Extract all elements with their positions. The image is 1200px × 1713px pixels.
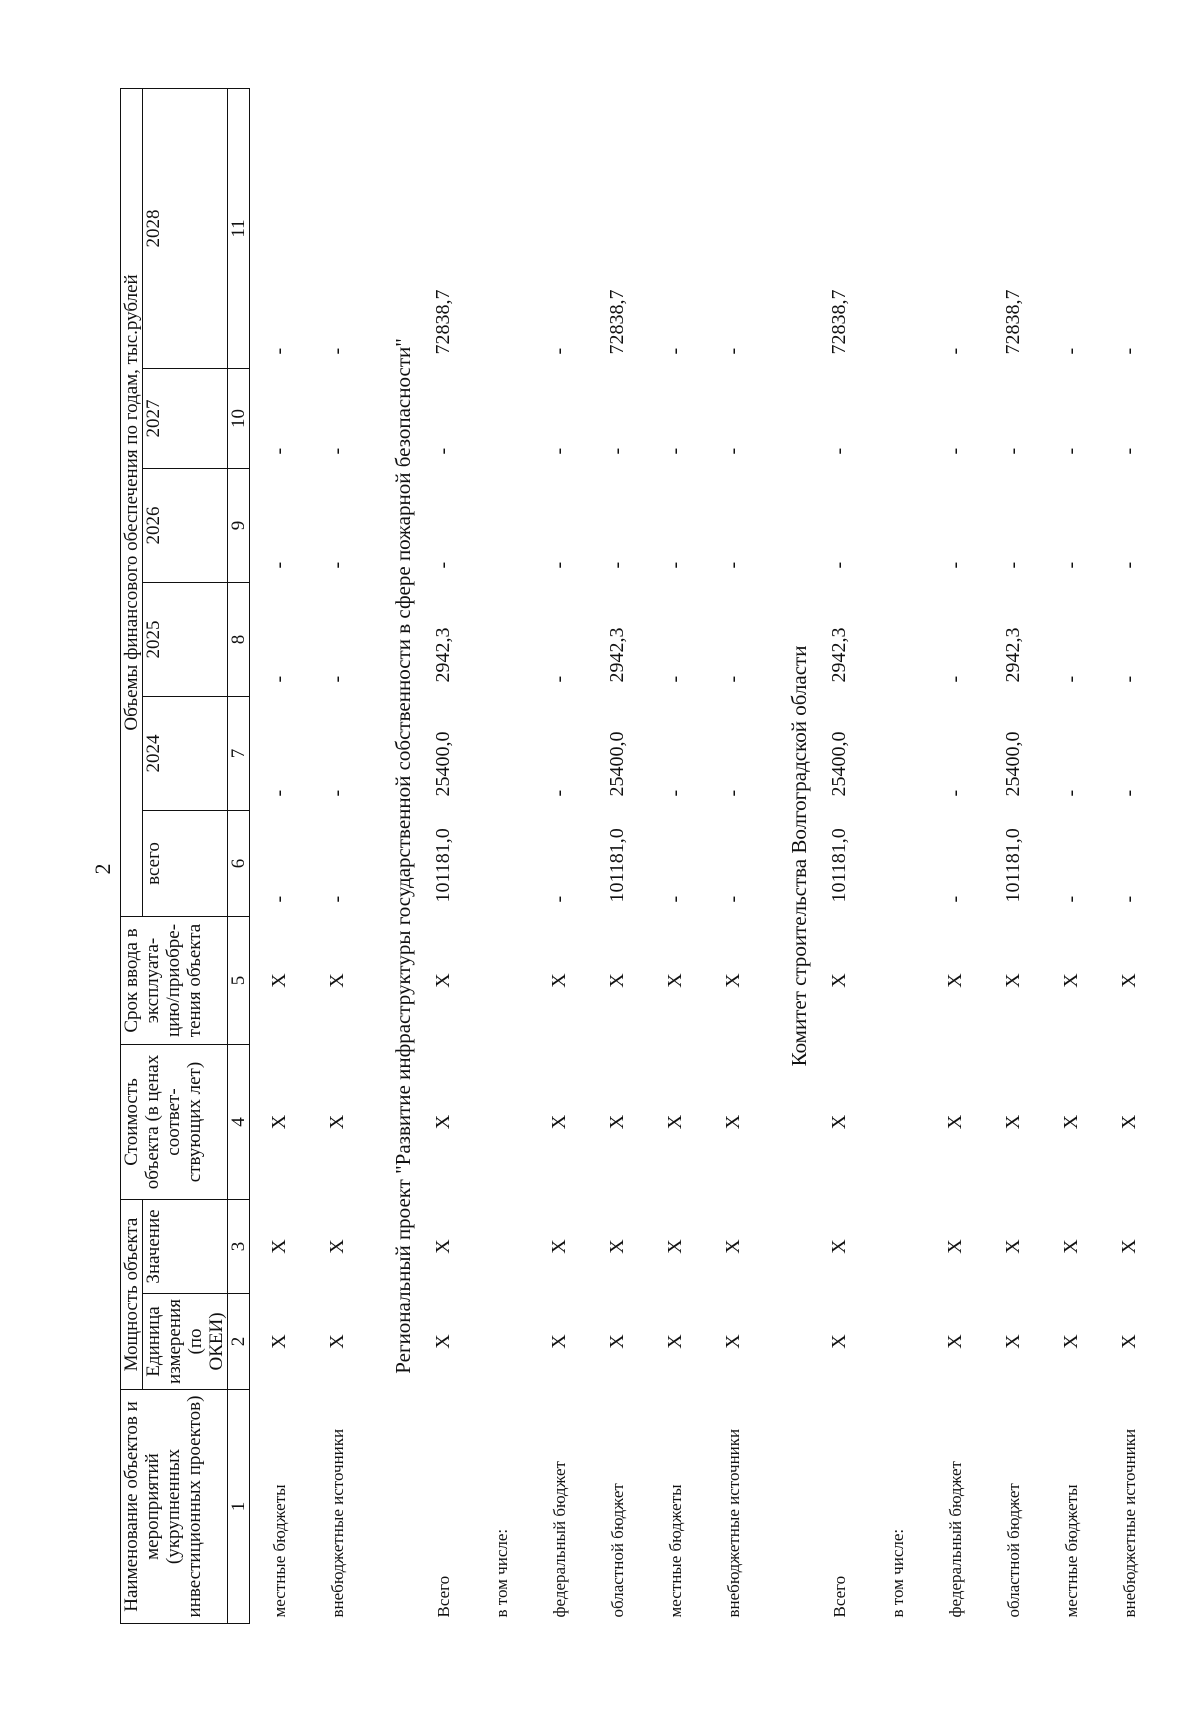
rotated-page-content [120, 89, 1140, 1624]
row-label: Всего [433, 1575, 453, 1618]
funding-cell: - [1059, 561, 1082, 569]
attribute-cell: X [663, 1239, 686, 1254]
table-row [588, 88, 646, 1623]
attribute-cell: X [721, 973, 744, 988]
section-title: Комитет строительства Волгоградской области [787, 645, 811, 1067]
funding-cell: - [721, 561, 744, 569]
funding-cell: - [1117, 347, 1140, 355]
funding-cell: - [721, 447, 744, 455]
funding-cell: - [943, 561, 966, 569]
funding-cell: - [721, 347, 744, 355]
header-term: Срок ввода в эксплуата-цию/приобре-тения объекта [121, 917, 228, 1045]
funding-cell: - [943, 895, 966, 903]
page-number: 2 [90, 863, 115, 875]
attribute-cell: X [721, 1114, 744, 1130]
table-row [646, 88, 704, 1623]
attribute-cell [472, 1045, 530, 1200]
funding-cell: - [547, 347, 570, 355]
funding-cell: - [325, 447, 348, 455]
funding-cell [472, 583, 530, 697]
header-unit: Единица измерения (по ОКЕИ) [143, 1294, 228, 1390]
attribute-cell: X [663, 973, 686, 988]
table-row [472, 88, 530, 1623]
funding-cell: 25400,0 [1001, 731, 1024, 797]
table-header [121, 88, 250, 1623]
column-number: 5 [228, 917, 250, 1045]
attribute-cell: X [431, 1239, 454, 1254]
header-cost: Стоимость объекта (в ценах соответ-ствующих лет) [121, 1045, 228, 1200]
attribute-cell [868, 917, 926, 1045]
attribute-cell: X [431, 1114, 454, 1130]
funding-cell: - [267, 789, 290, 797]
row-label: местные бюджеты [1061, 1484, 1081, 1618]
funding-cell: - [1117, 447, 1140, 455]
funding-cell: - [547, 447, 570, 455]
attribute-cell: X [721, 1334, 744, 1349]
attribute-cell: X [605, 1239, 628, 1254]
attribute-cell [472, 917, 530, 1045]
attribute-cell: X [547, 1334, 570, 1349]
attribute-cell: X [325, 1239, 348, 1254]
table-body [250, 88, 1159, 1623]
header-year-2025: 2025 [143, 583, 228, 697]
funding-cell: - [605, 447, 628, 455]
funding-cell: 2942,3 [827, 627, 850, 683]
attribute-cell: X [1117, 973, 1140, 988]
row-label: областной бюджет [1003, 1483, 1023, 1618]
funding-cell: - [325, 789, 348, 797]
column-number: 10 [228, 369, 250, 469]
column-numbers-row [228, 88, 250, 1623]
attribute-cell: X [267, 1114, 290, 1130]
attribute-cell: X [1059, 1334, 1082, 1349]
attribute-cell: X [605, 973, 628, 988]
funding-cell: - [605, 561, 628, 569]
attribute-cell: X [1001, 1239, 1024, 1254]
table-row [704, 88, 762, 1623]
attribute-cell: X [267, 973, 290, 988]
header-year-2027: 2027 [143, 369, 228, 469]
funding-cell: - [721, 675, 744, 683]
attribute-cell: X [943, 973, 966, 988]
table-row [926, 88, 984, 1623]
column-number: 3 [228, 1200, 250, 1294]
header-power-group: Мощность объекта [121, 1200, 143, 1390]
row-label: местные бюджеты [269, 1484, 289, 1618]
attribute-cell: X [1117, 1334, 1140, 1349]
funding-cell: - [1001, 561, 1024, 569]
attribute-cell: X [1059, 1239, 1082, 1254]
column-number: 6 [228, 811, 250, 917]
attribute-cell: X [1001, 1334, 1024, 1349]
funding-cell: - [1059, 447, 1082, 455]
attribute-cell: X [827, 1239, 850, 1254]
attribute-cell: X [827, 1334, 850, 1349]
attribute-cell: X [547, 973, 570, 988]
attribute-cell [472, 1294, 530, 1390]
attribute-cell: X [1059, 973, 1082, 988]
funding-cell: - [267, 895, 290, 903]
attribute-cell: X [1001, 1114, 1024, 1130]
header-year-2028: 2028 [143, 88, 228, 368]
attribute-cell: X [1059, 1114, 1082, 1130]
funding-cell: - [547, 789, 570, 797]
attribute-cell: X [431, 1334, 454, 1349]
header-value: Значение [143, 1200, 228, 1294]
funding-cell: 2942,3 [431, 627, 454, 683]
funding-cell: - [943, 447, 966, 455]
funding-cell: - [663, 895, 686, 903]
funding-cell [868, 583, 926, 697]
attribute-cell: X [267, 1239, 290, 1254]
funding-cell: - [827, 561, 850, 569]
row-label: внебюджетные источники [327, 1428, 347, 1618]
funding-cell: - [1001, 447, 1024, 455]
funding-cell: 72838,7 [605, 289, 628, 355]
column-number: 8 [228, 583, 250, 697]
funding-cell: - [943, 347, 966, 355]
attribute-cell: X [943, 1334, 966, 1349]
attribute-cell [868, 1045, 926, 1200]
funding-cell: 72838,7 [827, 289, 850, 355]
attribute-cell [472, 1200, 530, 1294]
table-row [868, 88, 926, 1623]
attribute-cell: X [431, 973, 454, 988]
table-row [414, 88, 472, 1623]
row-label: Всего [829, 1575, 849, 1618]
table-row [1042, 88, 1100, 1623]
column-number: 7 [228, 697, 250, 811]
attribute-cell: X [721, 1239, 744, 1254]
attribute-cell: X [663, 1334, 686, 1349]
funding-cell [868, 697, 926, 811]
table-row [810, 88, 868, 1623]
table-row [1100, 88, 1158, 1623]
table-row [984, 88, 1042, 1623]
funding-cell [472, 88, 530, 368]
header-year-2024: 2024 [143, 697, 228, 811]
attribute-cell: X [943, 1114, 966, 1130]
funding-cell: - [943, 789, 966, 797]
attribute-cell: X [1001, 973, 1024, 988]
table-row [250, 88, 309, 1623]
funding-cell: - [663, 789, 686, 797]
funding-cell: 25400,0 [431, 731, 454, 797]
attribute-cell: X [547, 1239, 570, 1254]
attribute-cell [868, 1200, 926, 1294]
funding-cell: 101181,0 [431, 828, 454, 903]
column-number: 4 [228, 1045, 250, 1200]
funding-cell: - [267, 675, 290, 683]
financing-table [120, 88, 1158, 1624]
row-label: областной бюджет [607, 1483, 627, 1618]
attribute-cell: X [1117, 1114, 1140, 1130]
attribute-cell [868, 1294, 926, 1390]
funding-cell: - [1059, 895, 1082, 903]
funding-cell [472, 697, 530, 811]
header-object-name: Наименование объектов и мероприятий (укрупненных инвестиционных проектов) [121, 1390, 228, 1624]
row-label: местные бюджеты [665, 1484, 685, 1618]
funding-cell: - [547, 561, 570, 569]
funding-cell: - [663, 447, 686, 455]
funding-cell: - [325, 347, 348, 355]
funding-cell: - [1117, 895, 1140, 903]
column-number: 9 [228, 469, 250, 583]
section-title: Региональный проект "Развитие инфраструктуры государственной собственности в сфере пожарной безопасности" [391, 338, 415, 1374]
funding-cell: - [431, 561, 454, 569]
funding-cell: - [325, 561, 348, 569]
funding-cell [868, 469, 926, 583]
attribute-cell: X [325, 1334, 348, 1349]
funding-cell: - [267, 447, 290, 455]
column-number: 11 [228, 88, 250, 368]
funding-cell [868, 811, 926, 917]
row-label: в том числе: [491, 1528, 511, 1618]
funding-cell: - [1117, 675, 1140, 683]
funding-cell: - [267, 561, 290, 569]
funding-cell: 2942,3 [605, 627, 628, 683]
attribute-cell: X [605, 1334, 628, 1349]
column-number: 1 [228, 1390, 250, 1624]
funding-cell: - [1059, 789, 1082, 797]
funding-cell: - [431, 447, 454, 455]
funding-cell: - [827, 447, 850, 455]
table-row [308, 88, 366, 1623]
funding-cell: 2942,3 [1001, 627, 1024, 683]
funding-cell: - [1117, 789, 1140, 797]
funding-cell: 25400,0 [605, 731, 628, 797]
column-number: 2 [228, 1294, 250, 1390]
header-year-2026: 2026 [143, 469, 228, 583]
row-label: внебюджетные источники [1119, 1428, 1139, 1618]
funding-cell: - [663, 347, 686, 355]
attribute-cell: X [605, 1114, 628, 1130]
row-label: в том числе: [887, 1528, 907, 1618]
funding-cell [472, 369, 530, 469]
table-row [530, 88, 588, 1623]
funding-cell: - [663, 561, 686, 569]
attribute-cell: X [943, 1239, 966, 1254]
funding-cell: 72838,7 [1001, 289, 1024, 355]
funding-cell: - [547, 675, 570, 683]
attribute-cell: X [267, 1334, 290, 1349]
attribute-cell: X [663, 1114, 686, 1130]
attribute-cell: X [827, 973, 850, 988]
row-label: федеральный бюджет [549, 1461, 569, 1618]
funding-cell: - [721, 895, 744, 903]
funding-cell [868, 369, 926, 469]
funding-cell: 101181,0 [827, 828, 850, 903]
header-total: всего [143, 811, 228, 917]
row-label: внебюджетные источники [723, 1428, 743, 1618]
funding-cell: 25400,0 [827, 731, 850, 797]
funding-cell: - [721, 789, 744, 797]
funding-cell: 101181,0 [605, 828, 628, 903]
section-row [366, 88, 414, 1623]
funding-cell [472, 811, 530, 917]
attribute-cell: X [325, 1114, 348, 1130]
funding-cell: - [943, 675, 966, 683]
funding-cell: - [663, 675, 686, 683]
row-label: федеральный бюджет [945, 1461, 965, 1618]
attribute-cell: X [827, 1114, 850, 1130]
funding-cell: - [267, 347, 290, 355]
funding-cell: - [325, 675, 348, 683]
funding-cell: 101181,0 [1001, 828, 1024, 903]
funding-cell: - [325, 895, 348, 903]
attribute-cell: X [547, 1114, 570, 1130]
funding-cell: 72838,7 [431, 289, 454, 355]
funding-cell: - [1059, 675, 1082, 683]
header-funding-group: Объемы финансового обеспечения по годам, тыс.рублей [121, 88, 143, 916]
funding-cell [868, 88, 926, 368]
funding-cell: - [547, 895, 570, 903]
funding-cell [472, 469, 530, 583]
funding-cell: - [1059, 347, 1082, 355]
attribute-cell: X [325, 973, 348, 988]
funding-cell: - [1117, 561, 1140, 569]
section-row [762, 88, 810, 1623]
attribute-cell: X [1117, 1239, 1140, 1254]
